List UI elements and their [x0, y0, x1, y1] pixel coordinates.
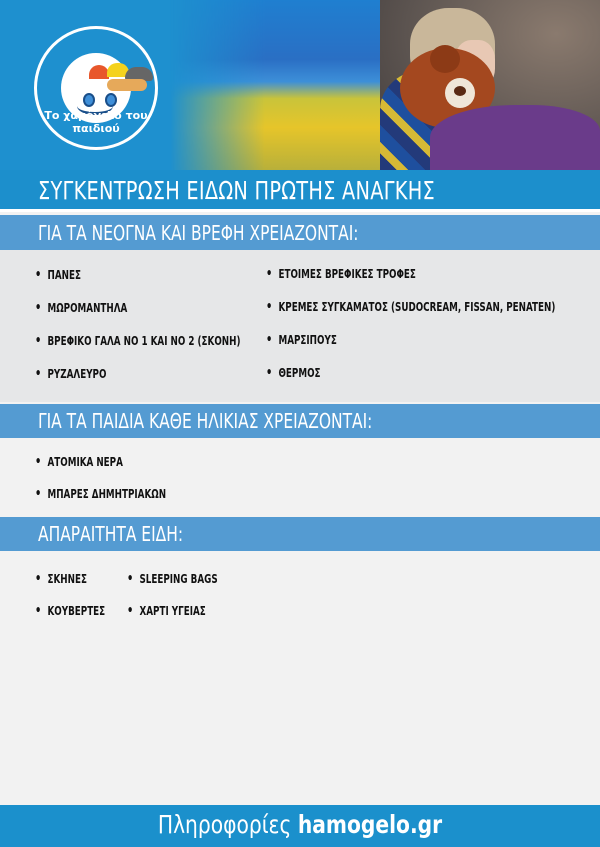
section-heading-essentials [0, 517, 600, 551]
teddy-bear-nose [454, 86, 466, 96]
list-item: • ΣΚΗΝΕΣ [35, 571, 87, 587]
section-children-list [0, 438, 600, 517]
page-title: ΣΥΓΚΕΝΤΡΩΣΗ ΕΙΔΩΝ ΠΡΩΤΗΣ ΑΝΑΓΚΗΣ [38, 176, 435, 205]
website-link[interactable]: hamogelo.gr [297, 810, 443, 839]
teddy-bear-ear [430, 45, 460, 73]
section-heading-newborns [0, 215, 600, 250]
list-item: • SLEEPING BAGS [127, 571, 218, 587]
list-item: • ΒΡΕΦΙΚΟ ΓΑΛΑ ΝΟ 1 ΚΑΙ ΝΟ 2 (ΣΚΟΝΗ) [35, 333, 240, 349]
list-item: • ΚΟΥΒΕΡΤΕΣ [35, 603, 105, 619]
list-item: • ΠΑΝΕΣ [35, 267, 81, 283]
logo-text: Το χαμόγελο του παιδιού [44, 109, 148, 135]
list-item: • ΜΩΡΟΜΑΝΤΗΛΑ [35, 300, 127, 316]
hero-banner [0, 0, 600, 170]
footer [0, 805, 600, 847]
section-heading-text: ΓΙΑ ΤΑ ΠΑΙΔΙΑ ΚΑΘΕ ΗΛΙΚΙΑΣ ΧΡΕΙΑΖΟΝΤΑΙ: [38, 409, 373, 433]
list-item: • ΡΥΖΑΛΕΥΡΟ [35, 366, 106, 382]
organization-logo [34, 26, 158, 150]
title-band [0, 170, 600, 212]
section-heading-text: ΓΙΑ ΤΑ ΝΕΟΓΝΑ ΚΑΙ ΒΡΕΦΗ ΧΡΕΙΑΖΟΝΤΑΙ: [38, 221, 359, 245]
cap-red-segment [89, 65, 109, 79]
section-heading-text: ΑΠΑΡΑΙΤΗΤΑ ΕΙΔΗ: [38, 522, 184, 546]
section-essentials-list [0, 553, 600, 805]
footer-label: Πληροφορίες [157, 810, 292, 839]
blanket-image [430, 105, 600, 170]
list-item: • ΘΕΡΜΟΣ [266, 365, 321, 381]
list-item: • ΑΤΟΜΙΚΑ ΝΕΡΑ [35, 454, 123, 470]
list-item: • ΜΑΡΣΙΠΟΥΣ [266, 332, 337, 348]
hair [107, 79, 147, 91]
list-item: • ΜΠΑΡΕΣ ΔΗΜΗΤΡΙΑΚΩΝ [35, 486, 166, 502]
section-heading-children [0, 404, 600, 438]
list-item: • ΚΡΕΜΕΣ ΣΥΓΚΑΜΑΤΟΣ (SUDOCREAM, FISSAN, PENATEN) [266, 299, 555, 315]
list-item: • ΧΑΡΤΙ ΥΓΕΙΑΣ [127, 603, 206, 619]
list-item: • ΕΤΟΙΜΕΣ ΒΡΕΦΙΚΕΣ ΤΡΟΦΕΣ [266, 266, 416, 282]
section-newborns-list [0, 250, 600, 402]
footer-text [30, 810, 570, 839]
